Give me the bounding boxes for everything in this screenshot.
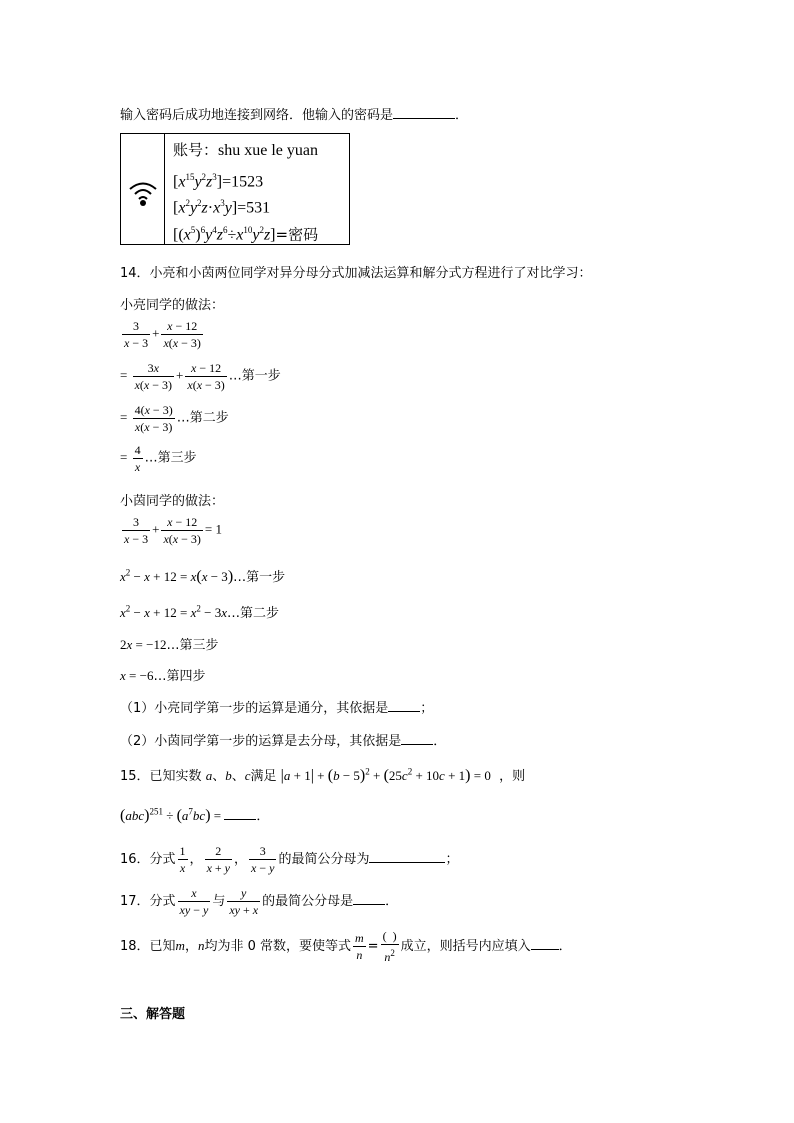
q17: 17．分式 $\frac{x}{xy - y}$ 与 $\frac{y}{xy + x}$ 的最简公分母是 ． [120, 886, 399, 917]
xy-step-3: 2x = −12…第三步 [120, 637, 219, 653]
q16: 16．分式 $\frac{1}{x}$ ， $\frac{2}{x + y}$ ， $\frac{3}{x - y}$ 的最简公分母为 ； [120, 844, 459, 875]
intro-line: 输入密码后成功地连接到网络．他输入的密码是 ． [120, 108, 469, 123]
xl-step-2: = $\frac{4(x - 3)}{x(x - 3)}$ …第二步 [120, 403, 229, 434]
q15-line-2: $(abc)^{251} \div (a^7bc)$ = ． [120, 806, 270, 824]
q18: 18．已知m，n均为非 0 常数，要使等式 $\frac{m}{n}$ = $\frac{( )}{n^2}$ 成立，则括号内应填入 ． [120, 929, 572, 964]
answer-blank [353, 892, 385, 905]
wifi-icon [127, 178, 159, 208]
answer-blank [224, 807, 256, 820]
answer-blank [369, 850, 445, 863]
answer-blank [401, 732, 433, 745]
account-row: 账号：shu xue le yuan [173, 141, 318, 159]
q14-sub-2: （2）小茵同学第一步的运算是去分母，其依据是 ． [120, 734, 447, 749]
formula-row-1: $[x^{15}y^2z^3]=1523$ [173, 171, 264, 190]
xy-step-1: $x^2 - x + 12 = x(x$ − 3)…第一步 [120, 567, 286, 585]
q14-sub-1: （1）小亮同学第一步的运算是通分，其依据是 ； [120, 701, 434, 716]
xy-expr-0: $\frac{3}{x - 3}$ + $\frac{x - 12}{x(x - 3)}$ = 1 [124, 515, 222, 546]
answer-blank [531, 937, 559, 950]
xl-step-3: = $\frac{4}{x}$ …第三步 [120, 443, 197, 474]
q15-line-1: 15．已知实数 a、b、c满足 $|a + 1| + (b - 5)^2 + (25c^2 + 10c + 1) = 0$ ，则 [120, 766, 526, 784]
answer-blank [393, 106, 455, 119]
xl-expr-0: $\frac{3}{x - 3}$ + $\frac{x - 12}{x(x - 3)}$ [124, 319, 201, 350]
xy-title: 小茵同学的做法： [120, 494, 225, 509]
answer-blank [388, 699, 420, 712]
xl-title: 小亮同学的做法： [120, 298, 225, 313]
xy-step-2: $x^2 - x + 12 = x^2$ − 3x…第二步 [120, 603, 279, 621]
xl-step-1: = $\frac{3x}{x(x - 3)}$ + $\frac{x - 12}{x(x - 3)}$ …第一步 [120, 361, 281, 392]
card-rows [173, 137, 318, 243]
q14-stem: 14．小亮和小茵两位同学对异分母分式加减法运算和解分式方程进行了对比学习： [120, 266, 592, 281]
wifi-password-card [120, 133, 350, 245]
formula-row-3: $[(x^5)^6y^4z^6\div x^{10}y^2z]=$密码 [173, 224, 319, 243]
formula-row-2: $[x^2y^2z\cdot x^3y]=531$ [173, 198, 271, 217]
section-heading: 三、解答题 [120, 1007, 186, 1022]
xy-step-4: x = −6…第四步 [120, 668, 206, 684]
